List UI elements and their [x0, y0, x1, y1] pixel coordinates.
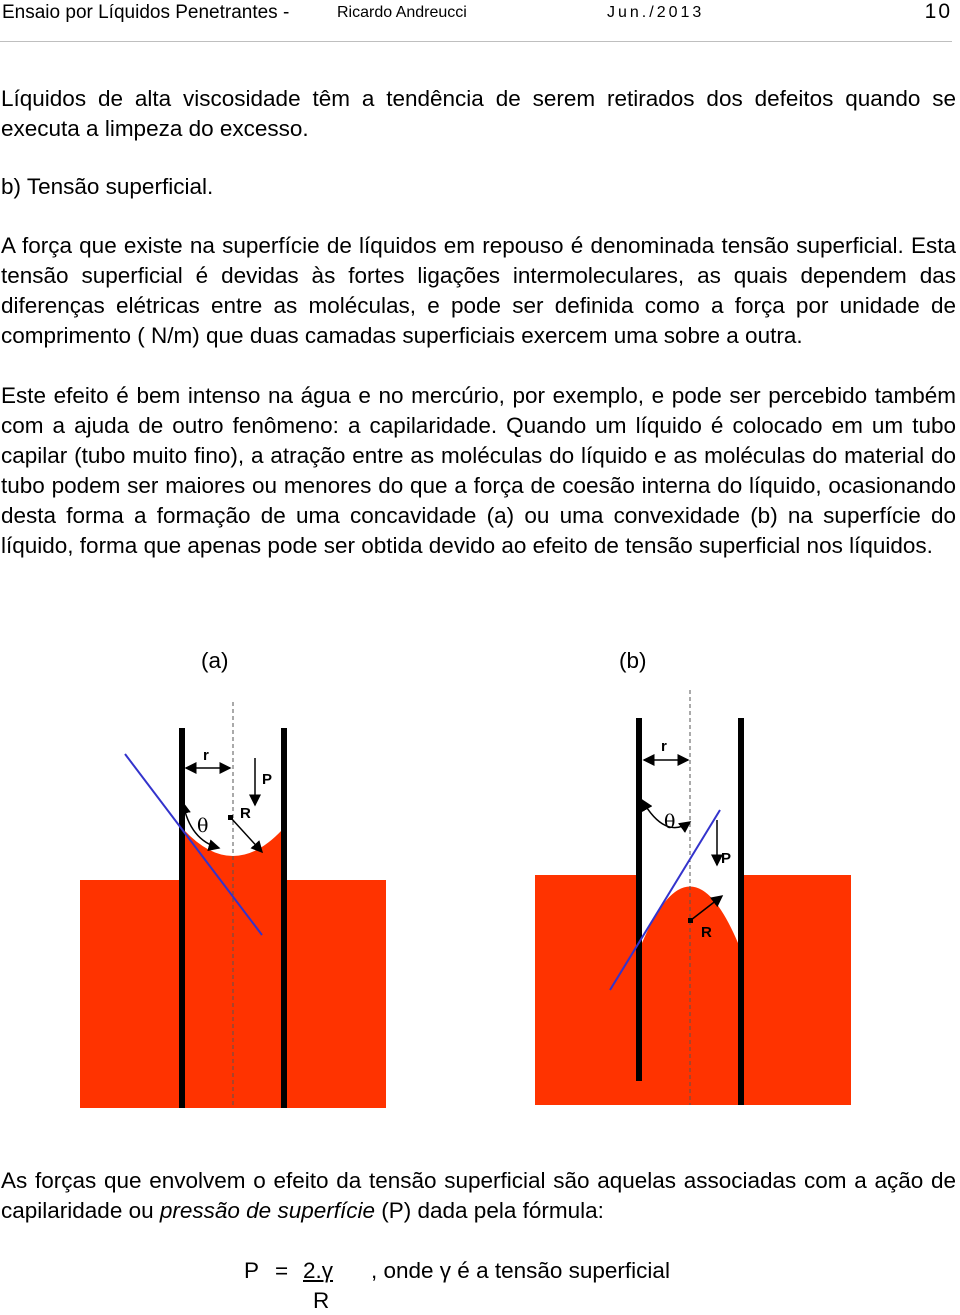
paragraph-surface-tension-definition: A força que existe na superfície de líquidos em repouso é denominada tensão superficial. Esta tensão superficial é devidas às fortes ligações intermoleculares, as quais dependem das diferenças elétricas entre as moléculas, e pode ser definida como a força por unidade de comprimento ( N/m) que duas camadas superficiais exercem uma sobre a outra. [1, 233, 956, 348]
document-author: Ricardo Andreucci [337, 4, 467, 21]
label-theta-b: θ [664, 811, 676, 833]
label-R-b: R [701, 924, 712, 941]
tube-wall-right-a [281, 728, 287, 1108]
paragraph-capillary-forces [1, 1166, 956, 1226]
p5-text-start: As forças que envolvem o efeito da tensão superficial são aquelas associadas com a ação de capilaridade ou [1, 1168, 956, 1223]
section-heading-surface-tension: b) Tensão superficial. [1, 174, 214, 199]
label-p-b: P [721, 850, 732, 867]
tube-wall-left-b [636, 718, 642, 1081]
p5-italic-term: pressão de superfície [159, 1198, 375, 1223]
tube-wall-left-a [179, 728, 185, 1108]
page-number: 10 [924, 0, 952, 23]
figure-a-concave [80, 702, 386, 1108]
figure-caption-b: (b) [619, 648, 647, 673]
formula-lhs: P [244, 1258, 260, 1283]
p5-text-end: (P) dada pela fórmula: [375, 1198, 604, 1223]
label-r-b: r [661, 738, 667, 755]
liquid-b [535, 875, 851, 1105]
formula-equals: = [275, 1258, 289, 1283]
tube-wall-right-b [738, 718, 744, 1105]
paragraph-capillarity: Este efeito é bem intenso na água e no mercúrio, por exemplo, e pode ser percebido também com a ajuda de outro fenômeno: a capilaridade. Quando um líquido é colocado em um tubo capilar (tubo muito fino), a atração entre as moléculas do líquido e as moléculas do material do tubo podem ser maiores ou menores do que a força de coesão interna do líquido, ocasionando desta forma a formação de uma concavidade (a) ou uma convexidade (b) na superfície do líquido, forma que apenas pode ser obtida devido ao efeito de tensão superficial nos líquidos. [1, 383, 956, 558]
formula-numerator: 2.γ [303, 1258, 334, 1283]
formula-description: , onde γ é a tensão superficial [371, 1258, 670, 1283]
label-p-a: P [262, 771, 273, 788]
label-r-a: r [203, 747, 209, 764]
formula-denominator: R [313, 1288, 330, 1313]
paragraph-viscosity: Líquidos de alta viscosidade têm a tendência de serem retirados dos defeitos quando se executa a limpeza do excesso. [1, 86, 956, 141]
document-title: Ensaio por Líquidos Penetrantes - [2, 2, 290, 23]
radius-arrow-R-a [231, 818, 262, 852]
label-R-a: R [240, 805, 251, 822]
document-date: Jun./2013 [607, 4, 705, 21]
figure-b-convex [535, 690, 851, 1105]
label-theta-a: θ [197, 815, 209, 837]
figure-caption-a: (a) [201, 648, 229, 673]
